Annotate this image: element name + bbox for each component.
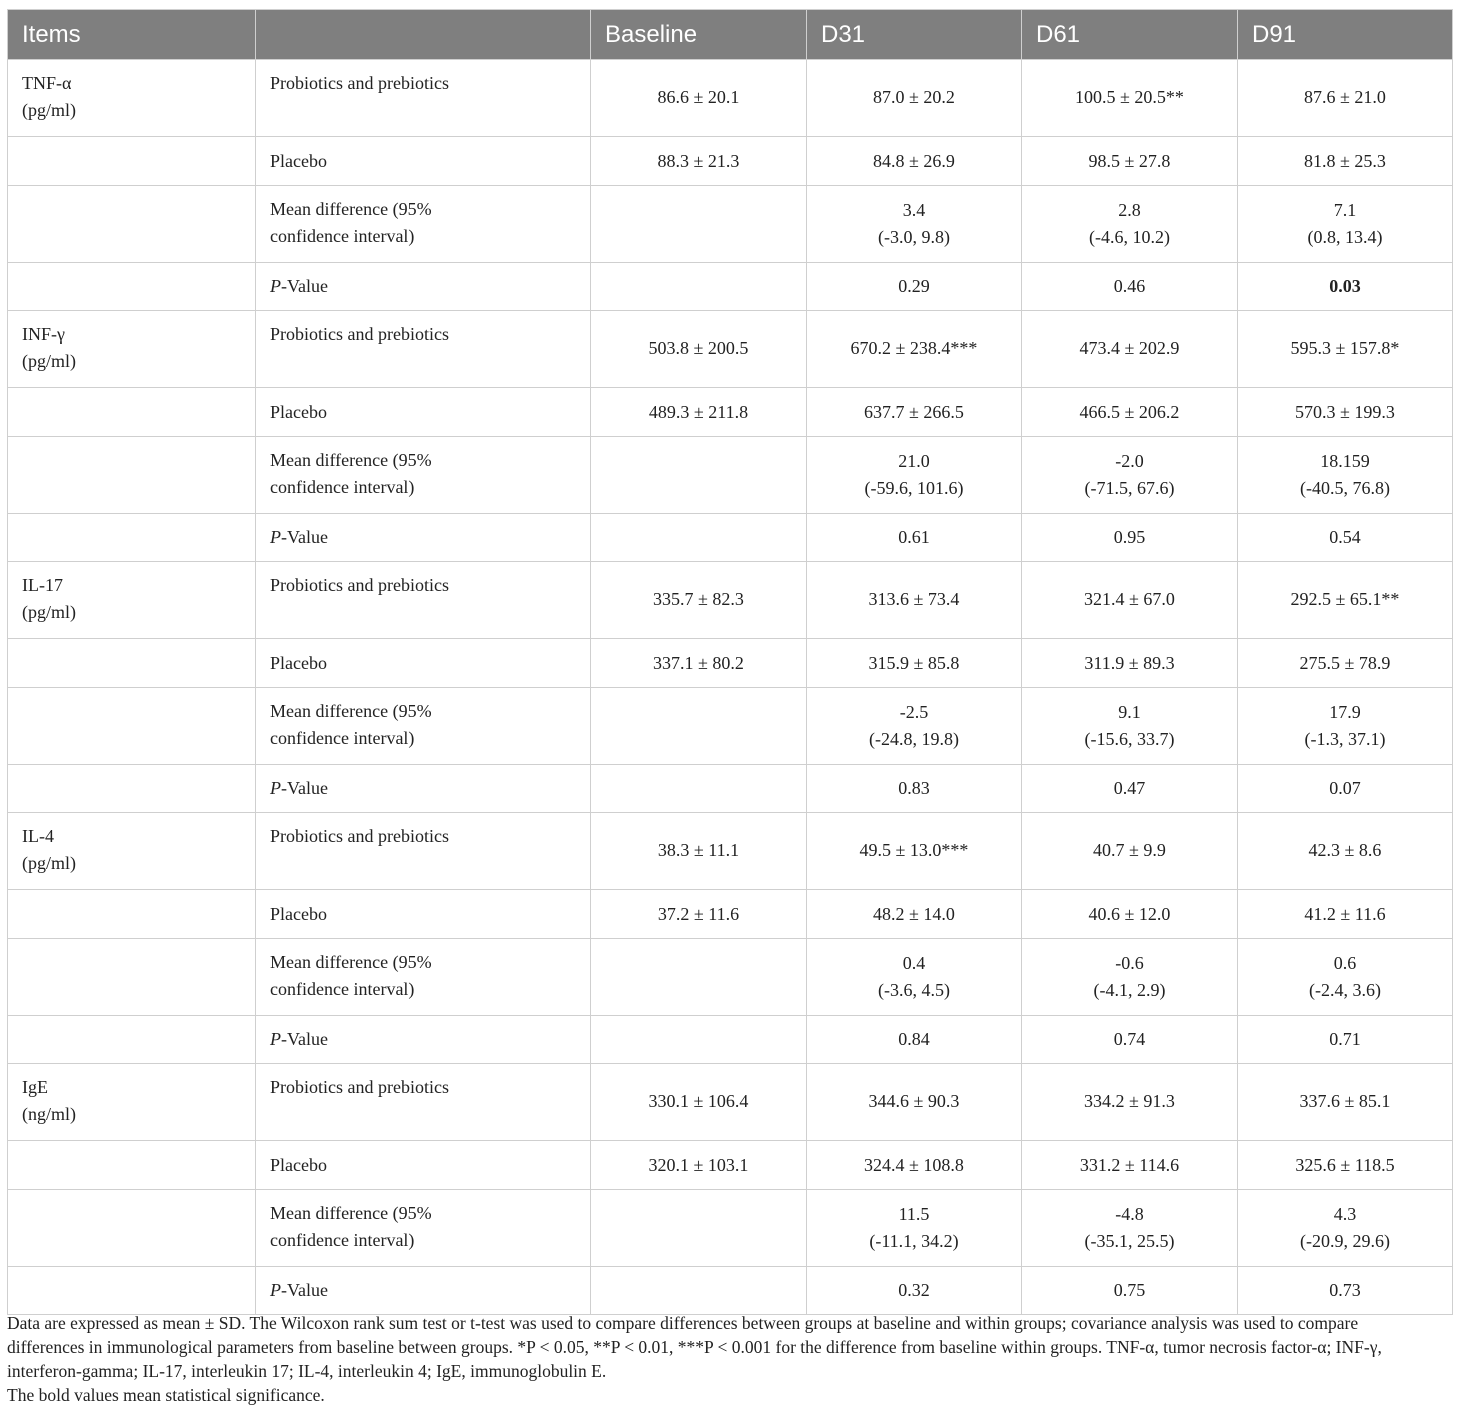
value-cell [1238, 437, 1453, 514]
mean-diff-value: 4.3 [1333, 1204, 1357, 1224]
value-cell: 325.6 ± 118.5 [1238, 1141, 1453, 1190]
header-d61: D61 [1022, 10, 1238, 60]
value-cell: 87.0 ± 20.2 [807, 60, 1022, 137]
value-cell: 331.2 ± 114.6 [1022, 1141, 1238, 1190]
mean-diff-ci: (-1.3, 37.1) [1304, 729, 1386, 749]
item-cell-empty [8, 514, 256, 562]
value-cell: 344.6 ± 90.3 [807, 1064, 1022, 1141]
item-cell [8, 60, 256, 137]
row-label-line: Mean difference (95% [270, 450, 432, 470]
value-cell: 335.7 ± 82.3 [591, 562, 807, 639]
item-cell-empty [8, 437, 256, 514]
mean-diff-ci: (-11.1, 34.2) [869, 1231, 959, 1251]
row-label: Probiotics and prebiotics [256, 813, 591, 890]
row-label [256, 1190, 591, 1267]
p-value-cell: 0.73 [1238, 1267, 1453, 1315]
value-cell: 275.5 ± 78.9 [1238, 639, 1453, 688]
table-row [8, 813, 1453, 890]
footnote-line: Data are expressed as mean ± SD. The Wilcoxon rank sum test or t-test was used to compare differences between groups at baseline and within groups; covariance analysis was used to compare [7, 1313, 1359, 1333]
item-cell-empty [8, 388, 256, 437]
row-label: Placebo [256, 137, 591, 186]
p-value-cell: 0.95 [1022, 514, 1238, 562]
value-cell [1022, 186, 1238, 263]
mean-diff-value: 2.8 [1118, 200, 1141, 220]
p-label-rest: -Value [281, 276, 328, 296]
p-value-cell: 0.83 [807, 765, 1022, 813]
value-cell: 670.2 ± 238.4*** [807, 311, 1022, 388]
row-label: Probiotics and prebiotics [256, 562, 591, 639]
mean-diff-value: 7.1 [1333, 200, 1357, 220]
value-cell: 324.4 ± 108.8 [807, 1141, 1022, 1190]
value-cell: 98.5 ± 27.8 [1022, 137, 1238, 186]
value-cell [807, 939, 1022, 1016]
item-cell-empty [8, 1267, 256, 1315]
table-row [8, 1267, 1453, 1315]
row-label: Probiotics and prebiotics [256, 60, 591, 137]
footnote-line: interferon-gamma; IL-17, interleukin 17; IL-4, interleukin 4; IgE, immunoglobulin E. [7, 1361, 607, 1381]
table-container [7, 9, 1453, 1315]
p-label-rest: -Value [281, 1029, 328, 1049]
mean-diff-ci: (-3.6, 4.5) [878, 980, 950, 1000]
mean-diff-value: 9.1 [1118, 702, 1141, 722]
mean-diff-value: 3.4 [902, 200, 926, 220]
mean-diff-value: 17.9 [1329, 702, 1361, 722]
table-row [8, 137, 1453, 186]
value-cell [1238, 939, 1453, 1016]
value-cell [807, 186, 1022, 263]
item-cell-empty [8, 765, 256, 813]
value-cell: 87.6 ± 21.0 [1238, 60, 1453, 137]
value-cell: 100.5 ± 20.5** [1022, 60, 1238, 137]
item-unit: (pg/ml) [22, 351, 76, 371]
value-cell: 49.5 ± 13.0*** [807, 813, 1022, 890]
table-row [8, 688, 1453, 765]
value-cell: 41.2 ± 11.6 [1238, 890, 1453, 939]
row-label [256, 1016, 591, 1064]
item-cell-empty [8, 186, 256, 263]
mean-diff-value: 0.4 [902, 953, 926, 973]
value-cell: 38.3 ± 11.1 [591, 813, 807, 890]
value-cell-empty [591, 939, 807, 1016]
p-label-rest: -Value [281, 1280, 328, 1300]
row-label: Placebo [256, 388, 591, 437]
p-italic: P [270, 527, 281, 547]
p-italic: P [270, 778, 281, 798]
p-italic: P [270, 1280, 281, 1300]
p-value-cell: 0.03 [1238, 263, 1453, 311]
value-cell: 313.6 ± 73.4 [807, 562, 1022, 639]
value-cell [1022, 437, 1238, 514]
value-cell: 81.8 ± 25.3 [1238, 137, 1453, 186]
p-value-cell: 0.74 [1022, 1016, 1238, 1064]
value-cell: 595.3 ± 157.8* [1238, 311, 1453, 388]
item-cell-empty [8, 1141, 256, 1190]
item-cell [8, 1064, 256, 1141]
p-value-cell: 0.46 [1022, 263, 1238, 311]
value-cell: 40.6 ± 12.0 [1022, 890, 1238, 939]
row-label-line: Mean difference (95% [270, 199, 432, 219]
item-cell [8, 311, 256, 388]
table-row [8, 765, 1453, 813]
value-cell: 570.3 ± 199.3 [1238, 388, 1453, 437]
value-cell-empty [591, 263, 807, 311]
value-cell: 503.8 ± 200.5 [591, 311, 807, 388]
mean-diff-value: -2.0 [1115, 451, 1144, 471]
footnote-line: The bold values mean statistical significance. [7, 1385, 325, 1405]
value-cell-empty [591, 514, 807, 562]
table-row [8, 311, 1453, 388]
value-cell [807, 688, 1022, 765]
value-cell [1238, 1190, 1453, 1267]
item-cell-empty [8, 890, 256, 939]
value-cell: 637.7 ± 266.5 [807, 388, 1022, 437]
row-label [256, 939, 591, 1016]
value-cell-empty [591, 1190, 807, 1267]
table-row [8, 1016, 1453, 1064]
table-row [8, 1190, 1453, 1267]
item-cell-empty [8, 263, 256, 311]
value-cell: 88.3 ± 21.3 [591, 137, 807, 186]
row-label [256, 186, 591, 263]
footnote-line: differences in immunological parameters from baseline between groups. *P < 0.05, **P < 0.01, ***P < 0.001 for the difference from baseline within groups. TNF-α, tumor necrosis factor-α; INF-γ, [7, 1337, 1382, 1357]
item-name: IL-4 [22, 826, 54, 846]
value-cell-empty [591, 1016, 807, 1064]
value-cell: 330.1 ± 106.4 [591, 1064, 807, 1141]
table-row [8, 263, 1453, 311]
mean-diff-value: -4.8 [1115, 1204, 1144, 1224]
value-cell [1022, 688, 1238, 765]
row-label: Probiotics and prebiotics [256, 311, 591, 388]
row-label-line: Mean difference (95% [270, 1203, 432, 1223]
mean-diff-value: -2.5 [899, 702, 929, 722]
mean-diff-ci: (-35.1, 25.5) [1084, 1231, 1175, 1251]
p-value-cell: 0.54 [1238, 514, 1453, 562]
p-value-cell: 0.84 [807, 1016, 1022, 1064]
value-cell: 40.7 ± 9.9 [1022, 813, 1238, 890]
value-cell: 320.1 ± 103.1 [591, 1141, 807, 1190]
row-label-line: Mean difference (95% [270, 701, 432, 721]
row-label: Placebo [256, 1141, 591, 1190]
value-cell: 315.9 ± 85.8 [807, 639, 1022, 688]
item-name: IL-17 [22, 575, 63, 595]
item-cell-empty [8, 137, 256, 186]
value-cell [1238, 688, 1453, 765]
mean-diff-value: 21.0 [898, 451, 930, 471]
table-row [8, 1141, 1453, 1190]
table-row [8, 388, 1453, 437]
p-value-cell: 0.61 [807, 514, 1022, 562]
mean-diff-ci: (-3.0, 9.8) [878, 227, 950, 247]
value-cell: 84.8 ± 26.9 [807, 137, 1022, 186]
mean-diff-ci: (-71.5, 67.6) [1084, 478, 1175, 498]
table-row [8, 60, 1453, 137]
value-cell [1022, 939, 1238, 1016]
p-label-rest: -Value [281, 527, 328, 547]
item-unit: (pg/ml) [22, 602, 76, 622]
p-value-cell: 0.47 [1022, 765, 1238, 813]
table-footnotes [7, 1311, 1457, 1407]
item-name: TNF-α [22, 73, 72, 93]
p-value-cell: 0.07 [1238, 765, 1453, 813]
table-row [8, 562, 1453, 639]
p-label-rest: -Value [281, 778, 328, 798]
mean-diff-ci: (-2.4, 3.6) [1309, 980, 1381, 1000]
item-cell-empty [8, 1016, 256, 1064]
value-cell-empty [591, 765, 807, 813]
row-label: Placebo [256, 639, 591, 688]
item-unit: (pg/ml) [22, 100, 76, 120]
mean-diff-ci: (-20.9, 29.6) [1300, 1231, 1390, 1251]
item-unit: (ng/ml) [22, 1104, 76, 1124]
table-row [8, 890, 1453, 939]
mean-diff-value: -0.6 [1115, 953, 1144, 973]
value-cell: 86.6 ± 20.1 [591, 60, 807, 137]
value-cell: 489.3 ± 211.8 [591, 388, 807, 437]
mean-diff-value: 11.5 [898, 1204, 930, 1224]
value-cell: 311.9 ± 89.3 [1022, 639, 1238, 688]
table-body [8, 60, 1453, 1315]
row-label [256, 263, 591, 311]
mean-diff-ci: (-4.6, 10.2) [1089, 227, 1170, 247]
item-cell-empty [8, 688, 256, 765]
mean-diff-ci: (-4.1, 2.9) [1093, 980, 1166, 1000]
table-row [8, 639, 1453, 688]
mean-diff-value: 0.6 [1333, 953, 1357, 973]
row-label [256, 514, 591, 562]
value-cell [807, 437, 1022, 514]
value-cell: 466.5 ± 206.2 [1022, 388, 1238, 437]
item-cell [8, 562, 256, 639]
mean-diff-ci: (-24.8, 19.8) [869, 729, 959, 749]
table-row [8, 514, 1453, 562]
row-label [256, 437, 591, 514]
table-row [8, 437, 1453, 514]
table-row [8, 939, 1453, 1016]
header-baseline: Baseline [591, 10, 807, 60]
item-cell [8, 813, 256, 890]
value-cell: 337.1 ± 80.2 [591, 639, 807, 688]
value-cell: 321.4 ± 67.0 [1022, 562, 1238, 639]
item-cell-empty [8, 1190, 256, 1267]
p-italic: P [270, 1029, 281, 1049]
header-d31: D31 [807, 10, 1022, 60]
header-group [256, 10, 591, 60]
item-cell-empty [8, 939, 256, 1016]
row-label-line: confidence interval) [270, 728, 415, 748]
item-name: IgE [22, 1077, 48, 1097]
value-cell: 292.5 ± 65.1** [1238, 562, 1453, 639]
item-name: INF-γ [22, 324, 65, 344]
value-cell: 37.2 ± 11.6 [591, 890, 807, 939]
p-italic: P [270, 276, 281, 296]
header-d91: D91 [1238, 10, 1453, 60]
table-header-row [8, 10, 1453, 60]
row-label [256, 765, 591, 813]
row-label-line: confidence interval) [270, 979, 415, 999]
value-cell [1238, 186, 1453, 263]
mean-diff-ci: (0.8, 13.4) [1307, 227, 1383, 247]
value-cell: 334.2 ± 91.3 [1022, 1064, 1238, 1141]
value-cell-empty [591, 437, 807, 514]
value-cell [1022, 1190, 1238, 1267]
item-unit: (pg/ml) [22, 853, 76, 873]
p-value-cell: 0.71 [1238, 1016, 1453, 1064]
value-cell-empty [591, 1267, 807, 1315]
mean-diff-value: 18.159 [1320, 451, 1370, 471]
value-cell: 48.2 ± 14.0 [807, 890, 1022, 939]
value-cell-empty [591, 186, 807, 263]
row-label [256, 688, 591, 765]
item-cell-empty [8, 639, 256, 688]
p-value-cell: 0.75 [1022, 1267, 1238, 1315]
row-label-line: confidence interval) [270, 226, 415, 246]
value-cell: 42.3 ± 8.6 [1238, 813, 1453, 890]
row-label-line: Mean difference (95% [270, 952, 432, 972]
row-label-line: confidence interval) [270, 477, 415, 497]
row-label: Probiotics and prebiotics [256, 1064, 591, 1141]
value-cell: 337.6 ± 85.1 [1238, 1064, 1453, 1141]
row-label: Placebo [256, 890, 591, 939]
value-cell [807, 1190, 1022, 1267]
mean-diff-ci: (-15.6, 33.7) [1084, 729, 1175, 749]
mean-diff-ci: (-59.6, 101.6) [864, 478, 964, 498]
p-value-cell: 0.29 [807, 263, 1022, 311]
table-row [8, 186, 1453, 263]
mean-diff-ci: (-40.5, 76.8) [1300, 478, 1390, 498]
value-cell: 473.4 ± 202.9 [1022, 311, 1238, 388]
value-cell-empty [591, 688, 807, 765]
table-row [8, 1064, 1453, 1141]
header-items: Items [8, 10, 256, 60]
p-value-cell: 0.32 [807, 1267, 1022, 1315]
results-table [7, 9, 1453, 1315]
row-label [256, 1267, 591, 1315]
row-label-line: confidence interval) [270, 1230, 415, 1250]
